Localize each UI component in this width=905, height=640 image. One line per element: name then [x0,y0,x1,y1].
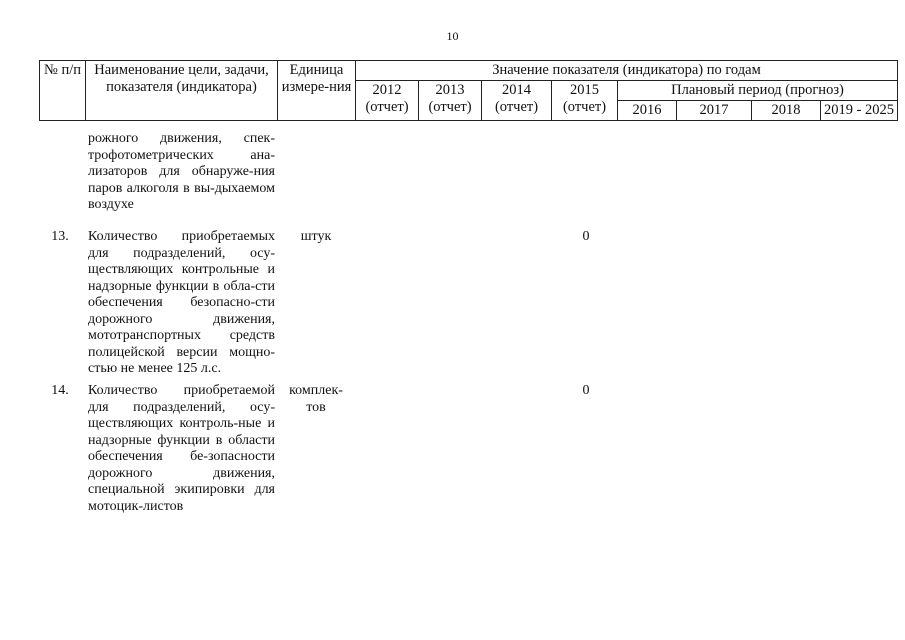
header-year-2013: 2013 (отчет) [419,81,482,121]
header-year-2016: 2016 [618,101,677,121]
page-number: 10 [446,29,459,43]
row-13-unit: штук [300,229,332,244]
header-unit: Единица измере-ния [278,61,356,121]
header-name: Наименование цели, задачи, показателя (индикатора) [86,61,278,121]
row-13-name: Количество приобретаемых для подразделений, осу-ществляющих контрольные и надзорные функции в обла-сти обеспечения безопасно-сти дорожного движения, мототранспортных средств полицейской версии мощно-стью не менее 125 л.с. [88,229,275,376]
row-13-value-2015: 0 [582,229,590,244]
row-14-value-2015: 0 [582,383,590,398]
header-year-2019-2025: 2019 - 2025 [821,101,898,121]
row-14-name: Количество приобретаемой для подразделений, осу-ществляющих контроль-ные и надзорные функции в области обеспечения бе-зопасности дорожного движения, специальной экипировки для мотоцик-листов [88,383,275,514]
row-continuation-name: рожного движения, спек-трофотометрических ана-лизаторов для обнаруже-ния паров алкоголя в вы-дыхаемом воздухе [88,131,275,212]
header-year-2017: 2017 [677,101,752,121]
table-header [39,60,898,121]
header-year-2015: 2015 (отчет) [552,81,618,121]
row-14-number: 14. [51,383,69,398]
header-year-2014: 2014 (отчет) [482,81,552,121]
header-year-2018: 2018 [752,101,821,121]
row-14-unit: комплек-тов [289,383,343,415]
header-values-title: Значение показателя (индикатора) по годам [356,61,898,81]
header-year-2012: 2012 (отчет) [356,81,419,121]
row-13-number: 13. [51,229,69,244]
header-num: № п/п [40,61,86,121]
header-plan-title: Плановый период (прогноз) [618,81,898,101]
